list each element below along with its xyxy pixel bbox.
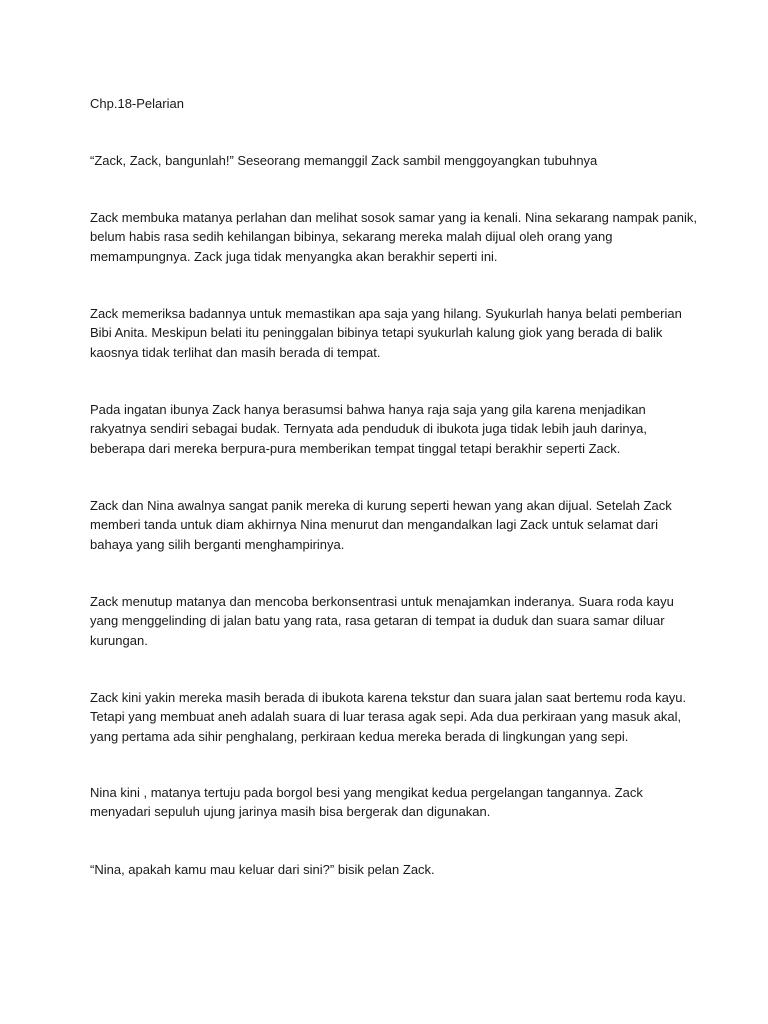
paragraph-line: Bibi Anita. Meskipun belati itu peninggalan bibinya tetapi syukurlah kalung giok yang berada di balik [90, 325, 663, 341]
paragraph-line: kurungan. [90, 632, 148, 648]
paragraph-line: Pada ingatan ibunya Zack hanya berasumsi bahwa hanya raja saja yang gila karena menjadikan [90, 402, 646, 417]
paragraph-line: belum habis rasa sedih kehilangan bibinya, sekarang mereka malah dijual oleh orang yang [90, 229, 613, 245]
paragraph-line: Zack membuka matanya perlahan dan melihat sosok samar yang ia kenali. Nina sekarang nampak panik, [90, 210, 697, 225]
paragraph-line: bahaya yang silih berganti menghampirinya. [90, 536, 345, 552]
paragraph-line: yang pertama ada sihir penghalang, perkiraan kedua mereka berada di lingkungan yang sepi. [90, 728, 629, 744]
paragraph-line: menyadari sepuluh ujung jarinya masih bisa bergerak dan digunakan. [90, 804, 491, 820]
paragraph-1 [90, 151, 690, 170]
paragraph-9 [90, 860, 690, 879]
paragraph-line: Zack menutup matanya dan mencoba berkonsentrasi untuk menajamkan inderanya. Suara roda kayu [90, 594, 674, 609]
chapter-title [90, 94, 690, 113]
paragraph-line: memberi tanda untuk diam akhirnya Nina menurut dan mengandalkan lagi Zack untuk selamat dari [90, 517, 658, 533]
paragraph-3 [90, 304, 690, 362]
paragraph-line: Zack dan Nina awalnya sangat panik mereka di kurung seperti hewan yang akan dijual. Setelah Zack [90, 498, 672, 513]
paragraph-7 [90, 688, 690, 746]
paragraph-line: Zack kini yakin mereka masih berada di ibukota karena tekstur dan suara jalan saat bertemu roda kayu. [90, 690, 687, 705]
paragraph-line: memampungnya. Zack juga tidak menyangka akan berakhir seperti ini. [90, 248, 498, 264]
paragraph-5 [90, 496, 690, 554]
chapter-title-text: Chp.18-Pelarian [90, 96, 184, 111]
paragraph-2 [90, 208, 697, 266]
paragraph-line: rakyatnya sendiri sebagai budak. Ternyata ada penduduk di ibukota juga tidak lebih jauh darinya, [90, 421, 647, 437]
paragraph-line: “Zack, Zack, bangunlah!” Seseorang memanggil Zack sambil menggoyangkan tubuhnya [90, 153, 598, 168]
paragraph-8 [90, 783, 690, 822]
paragraph-line: Nina kini , matanya tertuju pada borgol besi yang mengikat kedua pergelangan tangannya. Zack [90, 785, 643, 800]
paragraph-line: Zack memeriksa badannya untuk memastikan apa saja yang hilang. Syukurlah hanya belati pemberian [90, 306, 682, 321]
paragraph-6 [90, 592, 690, 650]
paragraph-line: “Nina, apakah kamu mau keluar dari sini?” bisik pelan Zack. [90, 862, 435, 877]
paragraph-line: yang menggelinding di jalan batu yang rata, rasa getaran di tempat ia duduk dan suara samar diluar [90, 613, 665, 629]
paragraph-line: beberapa dari mereka berpura-pura memberikan tempat tinggal tetapi berakhir seperti Zack. [90, 440, 621, 456]
paragraph-line: Tetapi yang membuat aneh adalah suara di luar terasa agak sepi. Ada dua perkiraan yang masuk akal, [90, 709, 682, 725]
paragraph-4 [90, 400, 690, 458]
paragraph-line: kaosnya tidak terlihat dan masih berada di tempat. [90, 344, 381, 360]
